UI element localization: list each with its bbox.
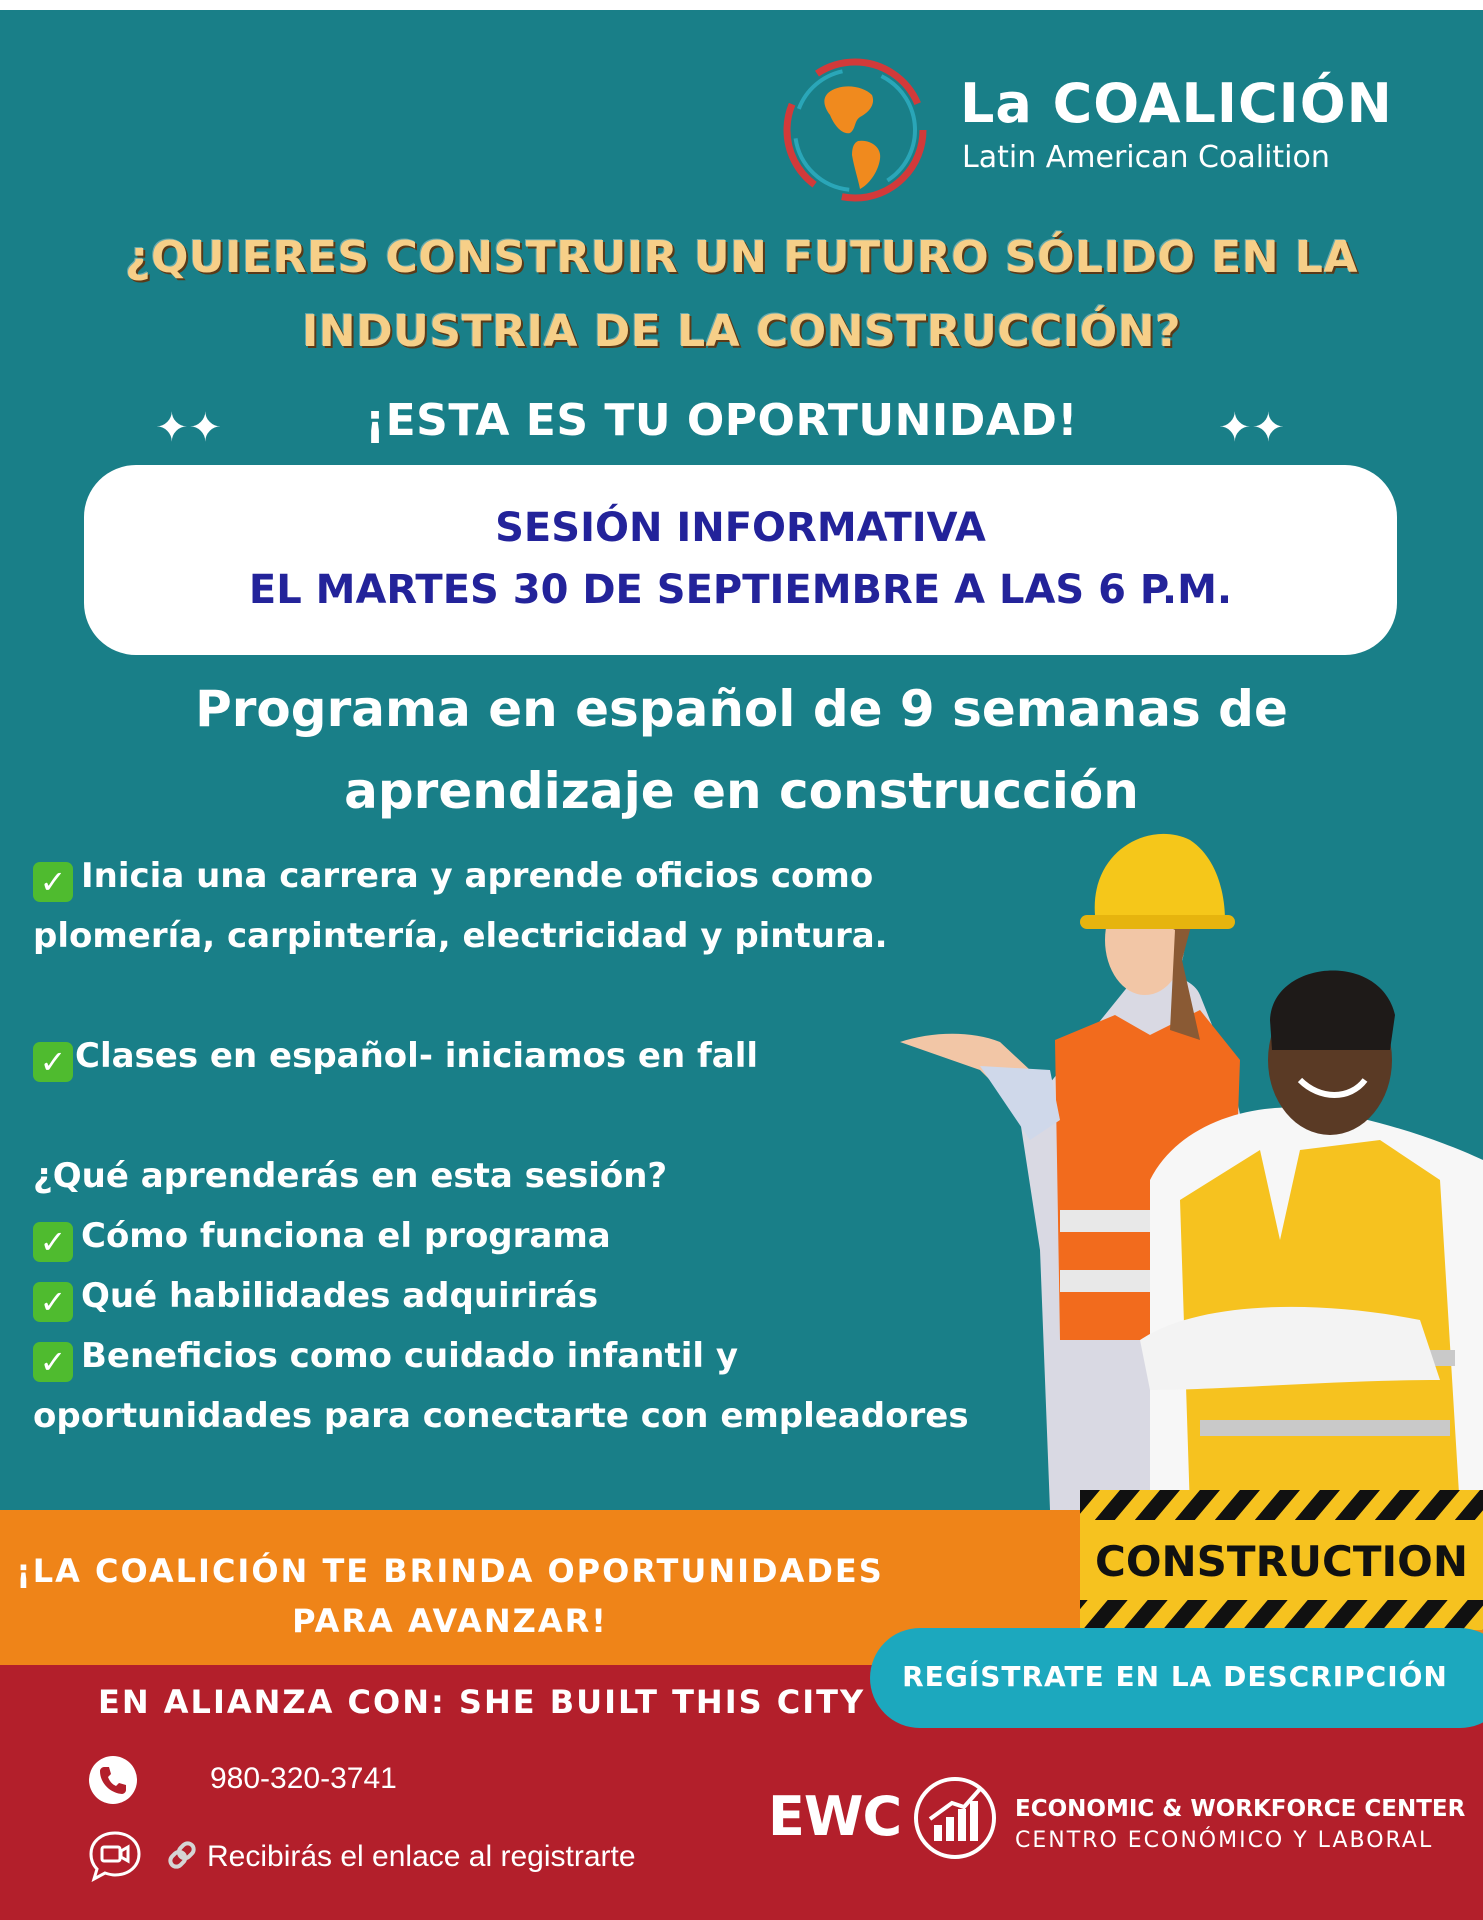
learn-item-3 xyxy=(33,1336,738,1382)
ewc-name-spanish: CENTRO ECONÓMICO Y LABORAL xyxy=(1015,1828,1434,1853)
learn-text: Beneficios como cuidado infantil y xyxy=(81,1336,739,1376)
checkmark-icon: ✓ xyxy=(33,1222,73,1262)
checkmark-icon: ✓ xyxy=(33,1042,73,1082)
link-note: Recibirás el enlace al registrarte xyxy=(207,1840,636,1873)
link-icon xyxy=(165,1838,199,1872)
program-title-line-2: aprendizaje en construcción xyxy=(344,762,1139,820)
bullet-text: Clases en español- iniciamos en fall xyxy=(75,1036,759,1076)
session-title: SESIÓN INFORMATIVA xyxy=(495,505,986,551)
ewc-chart-emblem-icon xyxy=(912,1775,998,1861)
bullet-classes xyxy=(33,1036,758,1082)
sparkle-icon-left: ✦✦ xyxy=(155,405,223,451)
ewc-logo-text: EWC xyxy=(768,1785,902,1848)
sparkle-icon-right: ✦✦ xyxy=(1218,405,1286,451)
learn-text: Qué habilidades adquirirás xyxy=(81,1276,599,1316)
alliance-text: EN ALIANZA CON: SHE BUILT THIS CITY xyxy=(98,1683,866,1721)
banner-line-1: ¡LA COALICIÓN TE BRINDA OPORTUNIDADES xyxy=(16,1552,884,1590)
headline-line-2: INDUSTRIA DE LA CONSTRUCCIÓN? xyxy=(301,306,1182,357)
phone-number[interactable]: 980-320-3741 xyxy=(210,1762,397,1795)
banner-line-2: PARA AVANZAR! xyxy=(292,1602,608,1640)
bullet-career xyxy=(33,856,873,902)
checkmark-icon: ✓ xyxy=(33,1342,73,1382)
session-question: ¿Qué aprenderás en esta sesión? xyxy=(33,1156,668,1196)
flyer-page xyxy=(0,10,1483,1920)
register-button[interactable] xyxy=(870,1628,1483,1728)
opportunity-heading: ¡ESTA ES TU OPORTUNIDAD! xyxy=(365,395,1078,446)
session-date: EL MARTES 30 DE SEPTIEMBRE A LAS 6 P.M. xyxy=(248,567,1233,613)
session-box xyxy=(84,465,1397,655)
learn-item-2 xyxy=(33,1276,598,1322)
headline-line-1: ¿QUIERES CONSTRUIR UN FUTURO SÓLIDO EN LA xyxy=(125,232,1358,283)
bullet-career-cont: plomería, carpintería, electricidad y pintura. xyxy=(33,916,888,956)
bullet-text: Inicia una carrera y aprende oficios como xyxy=(81,856,874,896)
learn-item-1 xyxy=(33,1216,611,1262)
checkmark-icon: ✓ xyxy=(33,1282,73,1322)
logo-title: La COALICIÓN xyxy=(960,72,1393,135)
learn-text: Cómo funciona el programa xyxy=(81,1216,611,1256)
globe-logo-icon xyxy=(780,55,930,205)
video-call-icon xyxy=(88,1830,142,1882)
phone-icon xyxy=(88,1755,138,1805)
logo-subtitle: Latin American Coalition xyxy=(962,140,1330,175)
ewc-name-english: ECONOMIC & WORKFORCE CENTER xyxy=(1015,1796,1466,1822)
learn-item-3-cont: oportunidades para conectarte con empleadores xyxy=(33,1396,969,1436)
construction-workers-illustration xyxy=(900,820,1483,1510)
register-label: REGÍSTRATE EN LA DESCRIPCIÓN xyxy=(902,1660,1448,1693)
construction-sign-label: CONSTRUCTION xyxy=(1095,1537,1468,1586)
checkmark-icon: ✓ xyxy=(33,862,73,902)
program-title-line-1: Programa en español de 9 semanas de xyxy=(195,680,1288,738)
